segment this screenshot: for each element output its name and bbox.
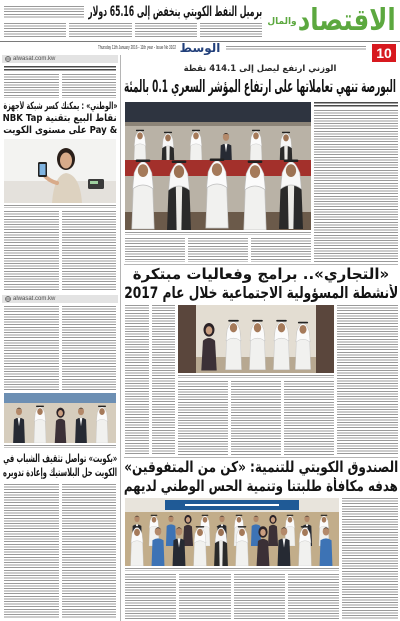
globe-icon <box>5 56 11 62</box>
globe-icon <box>5 296 11 302</box>
photo-caption <box>125 232 311 235</box>
body-text <box>125 305 149 455</box>
cbk-story-side-column <box>337 305 398 455</box>
body-text <box>179 574 230 619</box>
nbk-headline-line-2 <box>3 113 117 125</box>
fund-story-side-column <box>342 498 398 619</box>
cbk-event-photo <box>178 305 334 373</box>
site-label[interactable]: alwasat.com.kw <box>13 56 56 62</box>
photo-caption <box>178 375 334 378</box>
body-text <box>4 306 59 390</box>
recycling-story-columns <box>4 484 116 618</box>
page-number-badge <box>372 44 396 62</box>
body-text <box>200 23 262 37</box>
english-dateline-text: Thursday 11th January 2016 - 11th year - Issue No 3102 <box>98 45 176 51</box>
top-headline-text: برميل النفط الكويتي ينخفض إلى 65.16 دولار <box>88 4 262 20</box>
body-text <box>4 484 59 618</box>
recycling-headline-text: الكويت حل البلاستيك وإعادة تدويره <box>3 466 117 479</box>
site-label[interactable]: alwasat.com.kw <box>13 296 56 302</box>
fund-headline-line-2 <box>124 477 398 495</box>
stock-kicker <box>124 64 396 75</box>
recycling-headline-text: «بكويت» تواصل تثقيف الشباب في <box>3 452 117 465</box>
top-deck-text <box>4 6 84 19</box>
body-text <box>69 23 131 37</box>
site-label-bar-top <box>2 55 118 63</box>
cbk-headline-text: لأنشطة المسؤولية الاجتماعية خلال عام 2017 <box>124 284 398 302</box>
column-divider <box>120 55 121 621</box>
cbk-headline-text: «التجاري».. برامج وفعاليات مبتكرة <box>132 266 390 283</box>
body-text <box>4 23 66 37</box>
body-text <box>178 381 228 455</box>
body-text <box>4 74 59 98</box>
body-text <box>152 305 176 455</box>
body-text <box>284 381 334 455</box>
body-text <box>234 574 285 619</box>
body-text <box>125 574 176 619</box>
stock-kicker-text: الوزني ارتفع ليصل إلى 414.1 نقطة <box>183 64 337 74</box>
nbk-headline-line-1 <box>3 101 117 113</box>
nbk-headline-text: & Pay على مستوى الكويت <box>3 125 117 136</box>
body-text <box>62 74 117 98</box>
section-title <box>298 3 396 39</box>
stock-exchange-photo <box>125 102 311 230</box>
fund-headline-text: الصندوق الكويتي للتنمية: «كن من المتفوقين» <box>124 459 398 476</box>
body-text <box>135 23 197 37</box>
newspaper-logo <box>178 42 222 55</box>
stock-story-lead-line <box>314 102 398 108</box>
body-text <box>288 574 339 619</box>
fund-story-lower-columns <box>125 574 339 619</box>
stock-story-side-column <box>314 110 398 262</box>
body-text <box>251 238 311 262</box>
site-label-bar-bottom <box>2 295 118 303</box>
stock-headline <box>124 76 396 98</box>
sidebar-lead-columns <box>4 74 116 98</box>
body-text <box>188 238 248 262</box>
english-dateline <box>98 45 176 52</box>
body-text <box>62 306 117 390</box>
fund-headline-text: هدفه مكافأة طلبتنا وتنمية الحس الوطني لديهم <box>124 477 398 495</box>
fund-group-photo <box>125 498 339 566</box>
cbk-headline-line-1 <box>124 266 398 283</box>
cbk-story-left-columns <box>125 305 175 455</box>
photo-caption <box>125 568 339 571</box>
body-text <box>231 381 281 455</box>
section-title-text: الاقتصاد <box>298 3 396 38</box>
recycling-headline-line-2 <box>3 466 117 480</box>
sidebar-lead-line <box>4 66 116 72</box>
fund-headline-line-1 <box>124 459 398 476</box>
section-subtitle <box>266 16 298 28</box>
arabic-dateline <box>226 46 366 51</box>
recycling-headline-line-1 <box>3 452 117 466</box>
photo-caption <box>4 445 116 448</box>
section-subtitle-text: والمال <box>267 17 297 27</box>
body-text <box>125 238 185 262</box>
sidebar-middle-columns <box>4 306 116 390</box>
body-text <box>62 484 117 618</box>
nbk-headline-line-3 <box>3 125 117 137</box>
photo-caption <box>4 205 116 208</box>
recycling-event-photo <box>4 393 116 443</box>
page-number: 10 <box>376 45 392 61</box>
stock-headline-text: البورصة تنهي تعاملاتها على ارتفاع المؤشر السعري 0.1 بالمئة <box>124 77 396 97</box>
nbk-tap-pay-photo <box>4 139 116 203</box>
nbk-story-columns <box>4 211 116 291</box>
stock-story-lower-columns <box>125 238 311 262</box>
newspaper-logo-text: الوسط <box>179 42 221 55</box>
section-rule <box>124 264 398 265</box>
body-text <box>4 211 59 291</box>
top-story-columns <box>4 23 262 37</box>
nbk-headline-text: «الوطني» : يمكنك كسر شبكة لأجهزة <box>3 101 117 112</box>
nbk-headline-text: نقاط البيع بتقنية NBK Tap <box>3 113 117 124</box>
top-headline <box>88 4 262 21</box>
cbk-headline-line-2 <box>124 284 398 302</box>
section-rule <box>124 457 398 458</box>
cbk-story-lower-columns <box>178 381 334 455</box>
body-text <box>62 211 117 291</box>
